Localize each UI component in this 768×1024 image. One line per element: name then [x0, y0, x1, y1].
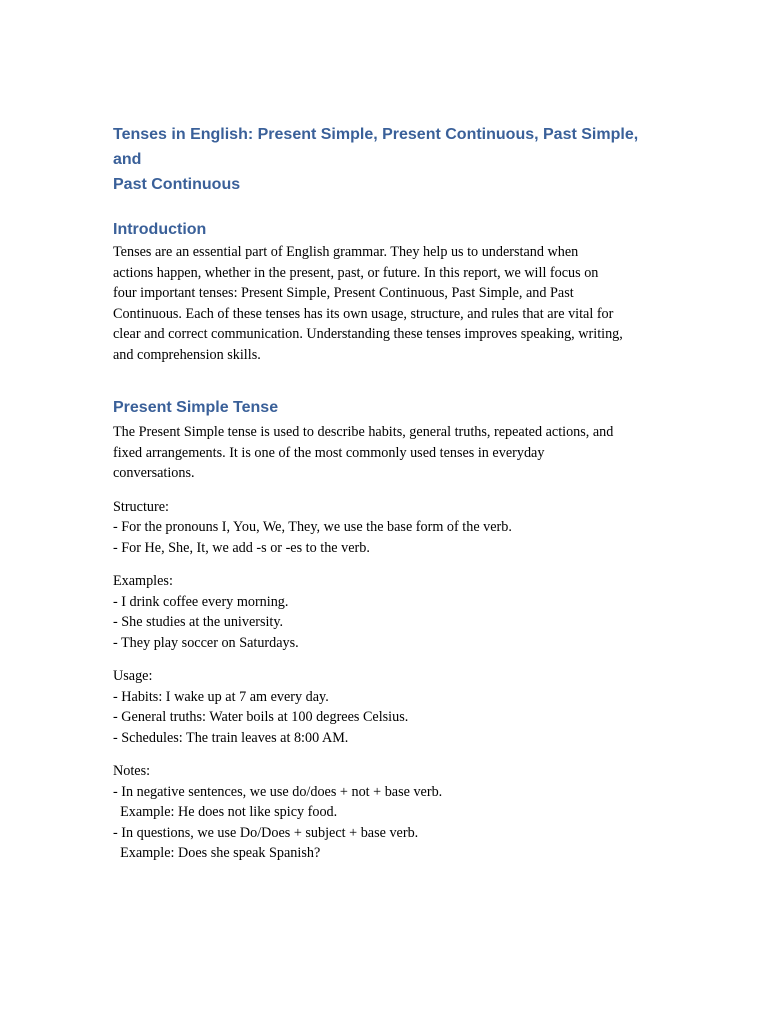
title-line: Tenses in English: Present Simple, Present Continuous, Past Simple, and: [113, 126, 639, 168]
list-item: - In questions, we use Do/Does + subject + base verb.: [113, 824, 419, 841]
paragraph-line: four important tenses: Present Simple, Present Continuous, Past Simple, and Past: [113, 285, 574, 301]
examples-block: [113, 571, 663, 653]
usage-block: [113, 666, 663, 748]
introduction-heading: Introduction: [113, 221, 207, 238]
title-line: Past Continuous: [113, 176, 241, 193]
list-item: - They play soccer on Saturdays.: [113, 634, 299, 651]
structure-block: [113, 497, 663, 559]
present-simple-heading: Present Simple Tense: [113, 399, 279, 416]
usage-label: Usage:: [113, 668, 153, 684]
notes-block: [113, 761, 663, 864]
list-item: - She studies at the university.: [113, 614, 284, 630]
list-item: - General truths: Water boils at 100 degrees Celsius.: [113, 709, 409, 725]
list-item: - For the pronouns I, You, We, They, we use the base form of the verb.: [113, 519, 512, 535]
list-item: - Habits: I wake up at 7 am every day.: [113, 688, 329, 705]
list-item: - For He, She, It, we add -s or -es to the verb.: [113, 539, 370, 556]
paragraph-line: conversations.: [113, 465, 195, 481]
list-item: - I drink coffee every morning.: [113, 593, 289, 610]
list-item: Example: He does not like spicy food.: [113, 804, 338, 820]
paragraph-line: fixed arrangements. It is one of the most commonly used tenses in everyday: [113, 444, 545, 461]
notes-label: Notes:: [113, 763, 151, 779]
paragraph-line: Tenses are an essential part of English grammar. They help us to understand when: [113, 244, 579, 260]
paragraph-line: actions happen, whether in the present, past, or future. In this report, we will focus on: [113, 264, 599, 281]
list-item: - In negative sentences, we use do/does + not + base verb.: [113, 783, 443, 800]
paragraph-line: and comprehension skills.: [113, 346, 261, 363]
introduction-paragraph: [113, 242, 663, 365]
document-page: [113, 122, 663, 864]
paragraph-line: Continuous. Each of these tenses has its own usage, structure, and rules that are vital for: [113, 305, 614, 322]
list-item: - Schedules: The train leaves at 8:00 AM.: [113, 729, 349, 746]
paragraph-line: The Present Simple tense is used to describe habits, general truths, repeated actions, and: [113, 424, 614, 440]
examples-label: Examples:: [113, 573, 173, 589]
paragraph-line: clear and correct communication. Understanding these tenses improves speaking, writing,: [113, 326, 623, 342]
present-simple-paragraph: [113, 422, 663, 484]
document-title: [113, 122, 663, 197]
structure-label: Structure:: [113, 498, 169, 515]
list-item: Example: Does she speak Spanish?: [113, 845, 321, 861]
